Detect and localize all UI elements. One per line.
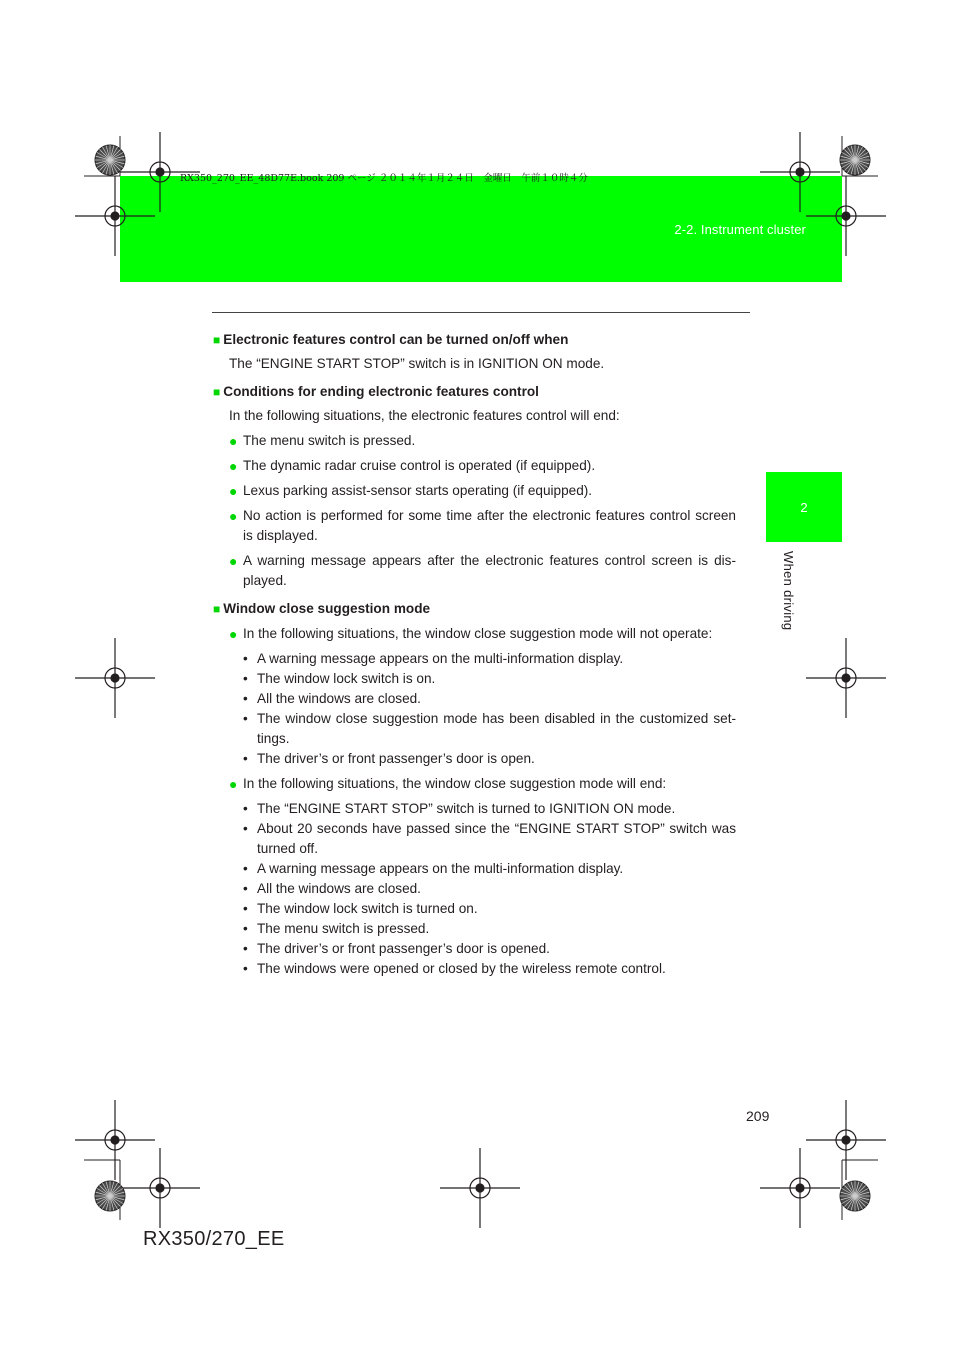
- book-stamp: RX350_270_EE_48D77E.book 209 ページ ２０１４年１月２４日 金曜日 午前１０時４分: [180, 173, 588, 184]
- list-item: ● No action is performed for some time after the electronic features control screen is displayed.: [229, 508, 736, 543]
- sub-list-item: • The window lock switch is on.: [243, 671, 436, 686]
- list-item: ● Lexus parking assist-sensor starts operating (if equipped).: [229, 483, 593, 499]
- sub-list-item: • The driver’s or front passenger’s door is opened.: [243, 941, 550, 956]
- sub-list-item: • A warning message appears on the multi-information display.: [243, 651, 624, 666]
- square-bullet-icon: ■: [213, 333, 221, 347]
- list-item: ● The menu switch is pressed.: [229, 433, 416, 449]
- sub-list-item: • The driver’s or front passenger’s door is open.: [243, 751, 535, 766]
- chapter-number: 2: [800, 499, 808, 515]
- section-paragraph: In the following situations, the electronic features control will end:: [229, 408, 620, 423]
- square-bullet-icon: ■: [213, 385, 221, 399]
- sub-list-item: • The window close suggestion mode has been disabled in the customized set-tings.: [243, 711, 736, 746]
- circle-bullet-icon: ●: [229, 458, 238, 474]
- sub-list-item: • The “ENGINE START STOP” switch is turned to IGNITION ON mode.: [243, 801, 676, 816]
- page-number: 209: [746, 1108, 770, 1124]
- sub-list-item: • All the windows are closed.: [243, 881, 421, 896]
- section-heading: ■ Window close suggestion mode: [213, 601, 431, 616]
- section-heading: ■ Electronic features control can be turned on/off when: [213, 332, 569, 347]
- list-item: ● The dynamic radar cruise control is operated (if equipped).: [229, 458, 596, 474]
- model-footer: RX350/270_EE: [143, 1228, 285, 1250]
- circle-bullet-icon: ●: [229, 626, 238, 642]
- list-item: ● In the following situations, the window close suggestion mode will end:: [229, 776, 667, 792]
- sub-list-item: • About 20 seconds have passed since the “ENGINE START STOP” switch was turned off.: [243, 821, 736, 856]
- section-paragraph: The “ENGINE START STOP” switch is in IGNITION ON mode.: [229, 356, 605, 371]
- circle-bullet-icon: ●: [229, 483, 238, 499]
- section-heading: ■ Conditions for ending electronic features control: [213, 384, 539, 399]
- circle-bullet-icon: ●: [229, 553, 238, 569]
- square-bullet-icon: ■: [213, 602, 221, 616]
- sub-list-item: • The menu switch is pressed.: [243, 921, 430, 936]
- sub-list-item: • A warning message appears on the multi-information display.: [243, 861, 624, 876]
- section-label: 2-2. Instrument cluster: [674, 222, 806, 237]
- sub-list-item: • All the windows are closed.: [243, 691, 421, 706]
- circle-bullet-icon: ●: [229, 433, 238, 449]
- circle-bullet-icon: ●: [229, 508, 238, 524]
- list-item: ● A warning message appears after the electronic features control screen is dis-played.: [229, 553, 736, 588]
- list-item: ● In the following situations, the window close suggestion mode will not operate:: [229, 626, 713, 642]
- sub-list-item: • The window lock switch is turned on.: [243, 901, 478, 916]
- chapter-label: When driving: [781, 551, 796, 631]
- circle-bullet-icon: ●: [229, 776, 238, 792]
- sub-list-item: • The windows were opened or closed by the wireless remote control.: [243, 961, 666, 976]
